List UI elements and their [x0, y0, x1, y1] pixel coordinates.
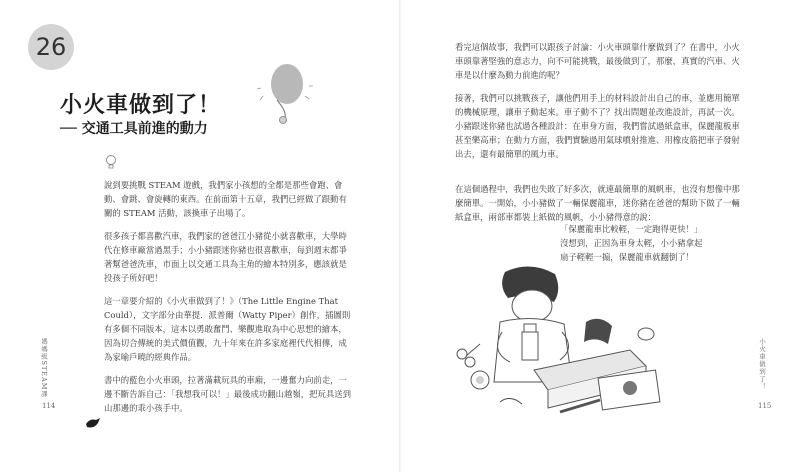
right-paragraph-2: 接著，我們可以挑戰孩子，讓他們用手上的材料設計出自己的車，並應用簡單的機械原理，讓車子動起來。車子動不了？找出問題並改進設計，再試一次。小豬跟迷你豬也試過各種設計：在車身方面，我們嘗試過紙盒車，保麗龍板車甚至樂高車；在動力方面，我們實驗過用氣球噴射推進、用橡皮筋把車子發射出去，還有最簡單的風力車。	[455, 93, 740, 159]
child-crafting-illustration	[450, 262, 690, 422]
right-page-body-top	[455, 40, 747, 170]
left-paragraph-2: 很多孩子都喜歡汽車，我們家的爸爸江小豬從小就喜歡車，大學時代在修車廠當過黑手；小小豬跟迷你豬也很喜歡車，每到週末都爭著幫爸爸洗車，市面上以交通工具為主角的繪本特別多，應該就是投孩子所好吧！	[104, 231, 347, 283]
left-paragraph-3: 這一章要介紹的《小火車做到了！》（The Little Engine That Could），文字部分由華提．派普爾（Watty Piper）創作，插圖則有多個不同版本，這本以勇敢奮鬥、樂觀進取為中心思想的繪本，因為切合傳統的美式價值觀，九十年來在許多家庭裡代代相傳，成為家喻戶曉的經典作品。	[104, 296, 351, 362]
left-running-head: 媽媽級STEAM課	[40, 338, 48, 398]
dialog-line-2: 沒想到，正因為車身太輕，小小豬拿起	[560, 238, 703, 248]
dialog-block	[560, 222, 750, 264]
right-paragraph-3: 在這個過程中，我們也失敗了好多次，就連最簡單的風帆車，也沒有想像中那麼簡單。一開始，小小豬做了一輛保麗龍車，迷你豬在爸爸的幫助下做了一輛紙盒車，兩部車都裝上紙做的風帆，小小豬得意的說：	[455, 184, 740, 222]
balloon-illustration	[255, 56, 315, 128]
left-paragraph-4: 書中的藍色小火車頭，拉著滿載玩具的車廂，一邊奮力向前走，一邊不斷告訴自己：「我想我可以！」最後成功翻山越嶺，把玩具送到山那邊的乖小孩手中。	[104, 375, 352, 413]
chapter-number: 26	[35, 33, 67, 61]
chapter-number-badge	[28, 24, 74, 70]
dialog-line-1: 「保麗龍車比較輕，一定跑得更快！」	[560, 224, 703, 234]
chapter-subtitle: ── 交通工具前進的動力	[60, 121, 208, 137]
left-page-number: 114	[42, 402, 56, 410]
chapter-title: 小火車做到了！	[60, 93, 222, 118]
right-paragraph-1: 看完這個故事，我們可以跟孩子討論：小火車頭靠什麼做到了？在書中，小火車頭靠著堅強的意志力，向不可能挑戰，最後做到了，那麼，真實的汽車、火車是以什麼為動力前進的呢？	[455, 42, 740, 80]
dialog-line-3: 扇子輕輕一搧，保麗龍車就翻倒了！	[560, 252, 694, 262]
right-page-number: 115	[758, 402, 772, 410]
lightbulb-icon	[104, 154, 118, 170]
left-page-body	[104, 178, 354, 424]
right-running-head: 小火車做到了！	[758, 338, 766, 391]
page-gutter	[399, 0, 401, 472]
bird-icon	[84, 416, 102, 430]
left-paragraph-1: 說到要挑戰 STEAM 遊戲，我們家小孩想的全都是那些會跑、會動、會跳、會旋轉的東西。在前面第十五章，我們已經做了跟動有關的 STEAM 活動，該換車子出場了。	[104, 180, 347, 218]
